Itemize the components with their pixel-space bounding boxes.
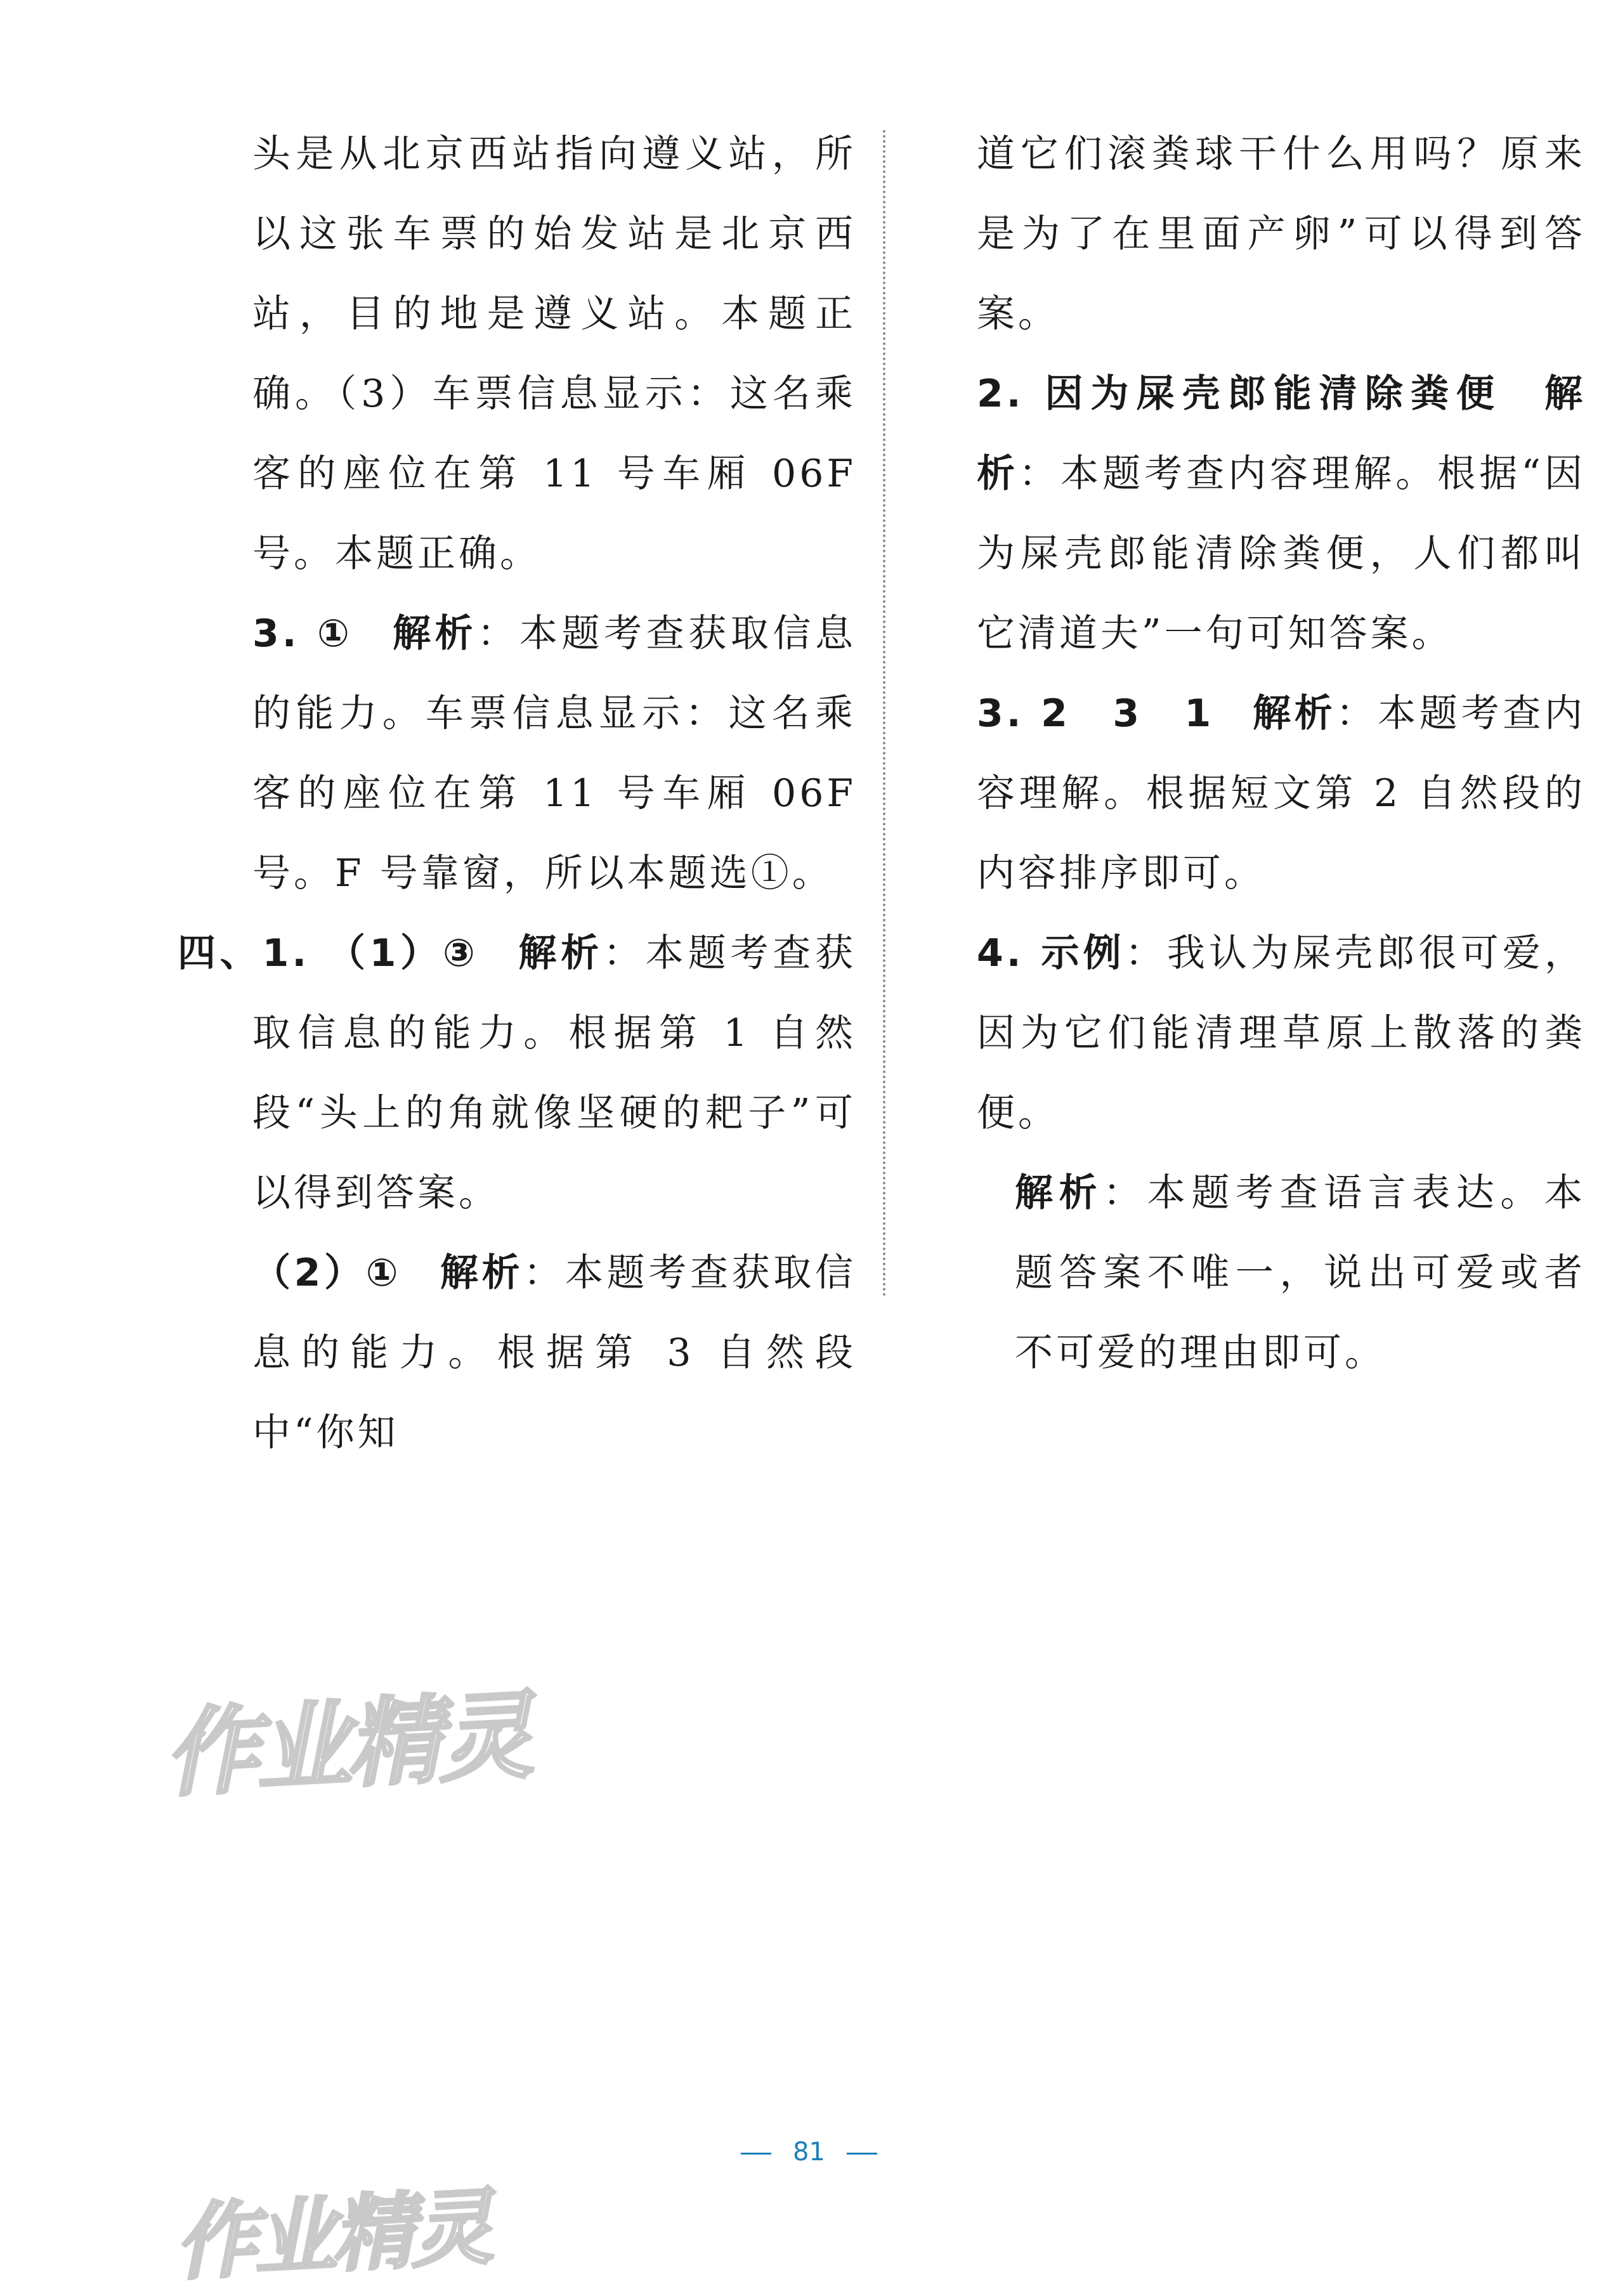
right-column [977, 114, 1586, 1393]
analysis-tag: 解析 [440, 1251, 524, 1295]
watermark-logo: 作业精灵 [161, 1681, 532, 1810]
item-text: ：本题考查获取信息的能力。根据第 3 自然段中“你知 [252, 1251, 856, 1455]
item-label: 四、1. （1）③ [178, 931, 480, 975]
left-column [178, 114, 856, 1473]
answer-section-4-item-1 [178, 913, 856, 1233]
answer-item-3 [178, 594, 856, 913]
page-footer [0, 2137, 1618, 2167]
item-text: ：本题考查获取信息的能力。根据第 1 自然段“头上的角就像坚硬的耙子”可以得到答案。 [252, 931, 857, 1215]
item-text: ：我认为屎壳郎很可爱，因为它们能清理草原上散落的粪便。 [977, 931, 1586, 1135]
footer-dash-left [741, 2153, 771, 2155]
item-label: 3. 2 3 1 [977, 691, 1215, 736]
answer-item-2 [977, 354, 1586, 674]
item-text: ：本题考查内容理解。根据短文第 2 自然段的内容排序即可。 [977, 691, 1586, 896]
page-number: 81 [793, 2137, 825, 2167]
analysis-tag: 解析 [977, 372, 1586, 496]
paragraph-continued: 道它们滚粪球干什么用吗？原来是为了在里面产卵”可以得到答案。 [977, 132, 1586, 336]
column-divider [883, 130, 885, 1297]
answer-item-4-analysis [977, 1153, 1586, 1393]
analysis-tag: 解析 [1252, 691, 1336, 736]
watermark-logo: 作业精灵 [172, 2179, 492, 2292]
item-text: ：本题考查获取信息的能力。车票信息显示：这名乘客的座位在第 11 号车厢 06F 号。F 号靠窗，所以本题选①。 [252, 611, 857, 896]
answer-item-4 [977, 913, 1586, 1153]
item-label: 2. 因为屎壳郎能清除粪便 [977, 372, 1502, 416]
item-label: 3. ① [252, 611, 354, 656]
analysis-tag: 解析 [517, 931, 603, 975]
answer-subitem-2 [178, 1233, 856, 1473]
analysis-tag: 解析 [1015, 1171, 1104, 1215]
item-text: ：本题考查内容理解。根据“因为屎壳郎能清除粪便，人们都叫它清道夫”一句可知答案。 [977, 452, 1586, 656]
item-label: （2）① [252, 1251, 402, 1295]
paragraph-continued: 头是从北京西站指向遵义站，所以这张车票的始发站是北京西站，目的地是遵义站。本题正确。（3）车票信息显示：这名乘客的座位在第 11 号车厢 06F 号。本题正确。 [252, 132, 856, 576]
footer-dash-right [847, 2153, 877, 2155]
item-text: ：本题考查语言表达。本题答案不唯一，说出可爱或者不可爱的理由即可。 [1015, 1171, 1586, 1375]
answer-item-3 [977, 674, 1586, 913]
analysis-tag: 解析 [391, 611, 478, 656]
item-label: 4. 示例 [977, 931, 1125, 975]
